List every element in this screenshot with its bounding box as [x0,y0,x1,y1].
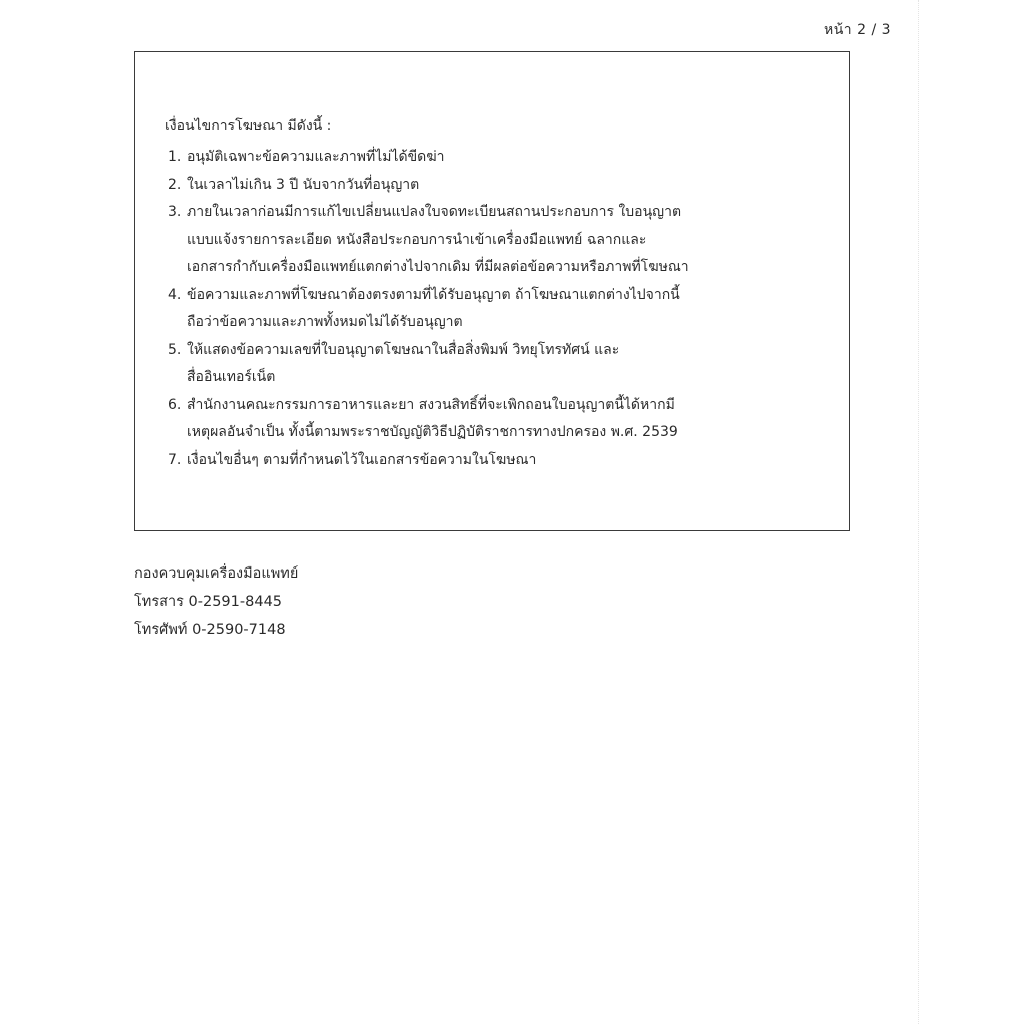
phone-number: โทรศัพท์ 0-2590-7148 [134,622,286,638]
condition-item-7 [168,447,689,475]
condition-item-1 [168,144,689,172]
condition-text [187,144,445,172]
condition-number: 2. [168,176,182,193]
fax-number: โทรสาร 0-2591-8445 [134,594,283,610]
condition-line: ข้อความและภาพที่โฆษณาต้องตรงตามที่ได้รับอนุญาต ถ้าโฆษณาแตกต่างไปจากนี้ [187,286,680,303]
condition-line: สำนักงานคณะกรรมการอาหารและยา สงวนสิทธิ์ที่จะเพิกถอนใบอนุญาตนี้ได้หากมี [187,396,675,413]
condition-item-4 [168,282,689,337]
page-number: หน้า 2 / 3 [824,22,892,38]
condition-text [187,282,680,337]
condition-number: 5. [168,341,182,358]
condition-number: 3. [168,204,182,220]
condition-number: 6. [168,396,182,413]
condition-line: เหตุผลอันจำเป็น ทั้งนี้ตามพระราชบัญญัติวิธีปฏิบัติราชการทางปกครอง พ.ศ. 2539 [187,424,678,440]
division-name: กองควบคุมเครื่องมือแพทย์ [134,566,299,582]
condition-line: เอกสารกำกับเครื่องมือแพทย์แตกต่างไปจากเดิม ที่มีผลต่อข้อความหรือภาพที่โฆษณา [187,259,689,275]
condition-line: แบบแจ้งรายการละเอียด หนังสือประกอบการนำเข้าเครื่องมือแพทย์ ฉลากและ [187,231,647,248]
condition-item-2 [168,172,689,200]
condition-text [187,337,619,392]
scan-margin-line [918,0,919,1024]
condition-line: สื่ออินเทอร์เน็ต [187,369,276,385]
condition-line: ในเวลาไม่เกิน 3 ปี นับจากวันที่อนุญาต [187,176,420,193]
condition-number: 4. [168,286,182,303]
condition-line: ให้แสดงข้อความเลขที่ใบอนุญาตโฆษณาในสื่อสิ่งพิมพ์ วิทยุโทรทัศน์ และ [187,341,620,358]
condition-number: 1. [168,149,182,165]
condition-number: 7. [168,451,182,468]
condition-text [187,199,689,282]
condition-item-5 [168,337,689,392]
condition-line: อนุมัติเฉพาะข้อความและภาพที่ไม่ได้ขีดฆ่า [187,149,445,165]
condition-line: ถือว่าข้อความและภาพทั้งหมดไม่ได้รับอนุญาต [187,314,463,330]
condition-item-3 [168,199,689,282]
condition-text [187,392,678,447]
contact-block [134,560,298,644]
conditions-list [168,144,689,474]
condition-line: ภายในเวลาก่อนมีการแก้ไขเปลี่ยนแปลงใบจดทะเบียนสถานประกอบการ ใบอนุญาต [187,204,682,220]
condition-item-6 [168,392,689,447]
condition-text [187,172,419,200]
condition-text [187,447,536,475]
condition-line: เงื่อนไขอื่นๆ ตามที่กำหนดไว้ในเอกสารข้อความในโฆษณา [187,451,537,468]
conditions-heading: เงื่อนไขการโฆษณา มีดังนี้ : [165,118,332,134]
